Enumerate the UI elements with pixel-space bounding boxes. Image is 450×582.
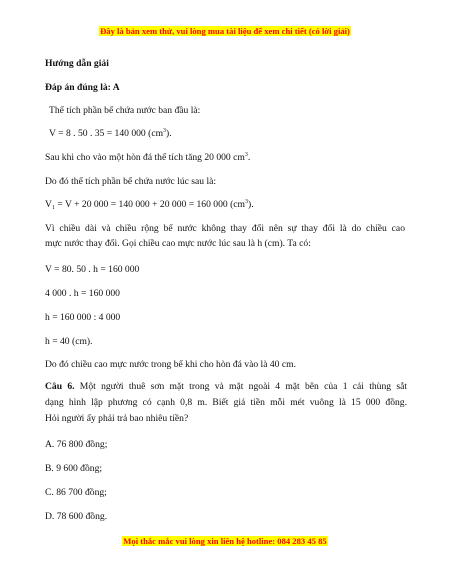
superscript: 3 [244,152,248,158]
solution-conclusion: Do đó chiều cao mực nước trong bể khi cho hòn đá vào là 40 cm. [45,359,296,370]
equation-line: 4 000 . h = 160 000 [45,288,120,299]
equation-text: = V + 20 000 = 140 000 + 20 000 = 160 000 (cm [54,199,245,210]
question-label: Câu 6. [45,381,75,392]
superscript: 3 [245,199,248,205]
option-d: D. 78 600 đồng. [45,511,108,522]
preview-notice-banner [0,25,450,37]
equation-line: h = 160 000 : 4 000 [45,312,121,323]
solution-paragraph-line: Vì chiều dài và chiều rộng bể nước không thay đổi nên sự thay đổi là do chiều cao [45,223,405,234]
hotline-banner [0,535,450,547]
option-b: B. 9 600 đồng; [45,463,103,474]
option-a: A. 76 800 đồng; [45,439,108,450]
equation-text: V = 8 . 50 . 35 = 140 000 (cm [49,128,164,139]
option-c: C. 86 700 đồng; [45,487,107,498]
preview-notice-text: Đây là bản xem thử, vui lòng mua tài liệu để xem chi tiết (có lời giải) [100,26,350,36]
hotline-text: Mọi thắc mắc vui lòng xin liên hệ hotline: 084 283 45 85 [123,536,327,546]
equation-new-volume [45,199,415,211]
question-line: dạng hình lập phương có cạnh 0,8 m. Biết giá tiền mỗi mét vuông là 15 000 đồng. [45,397,407,408]
equation-end: ). [166,128,172,139]
question-line: Hỏi người ấy phải trả bao nhiêu tiền? [45,413,189,424]
equation-line: h = 40 (cm). [45,336,93,347]
subscript: 1 [51,205,55,211]
paragraph-text: Sau khi cho vào một hòn đá thể tích tăng 20 000 cm [45,152,245,163]
correct-answer: Đáp án đúng là: A [45,82,120,93]
superscript: 3 [163,128,167,134]
equation-line: V = 80. 50 . h = 160 000 [45,264,140,275]
equation-variable: V [45,199,52,210]
solution-paragraph: Do đó thể tích phần bể chứa nước lúc sau là: [45,176,217,187]
solution-paragraph-line: mực nước thay đổi. Gọi chiều cao mực nước lúc sau là h (cm). Ta có: [45,238,311,249]
paragraph-end: . [247,152,251,163]
question-line [45,381,407,393]
solution-paragraph: Thể tích phần bể chứa nước ban đầu là: [49,105,201,116]
solution-heading: Hướng dẫn giải [45,58,109,69]
equation-initial-volume [49,128,419,140]
equation-end: ). [248,199,254,210]
solution-paragraph-stone [45,152,415,164]
question-text: Một người thuê sơn mặt trong và mặt ngoài 4 mặt bên của 1 cái thùng sắt [74,381,407,392]
